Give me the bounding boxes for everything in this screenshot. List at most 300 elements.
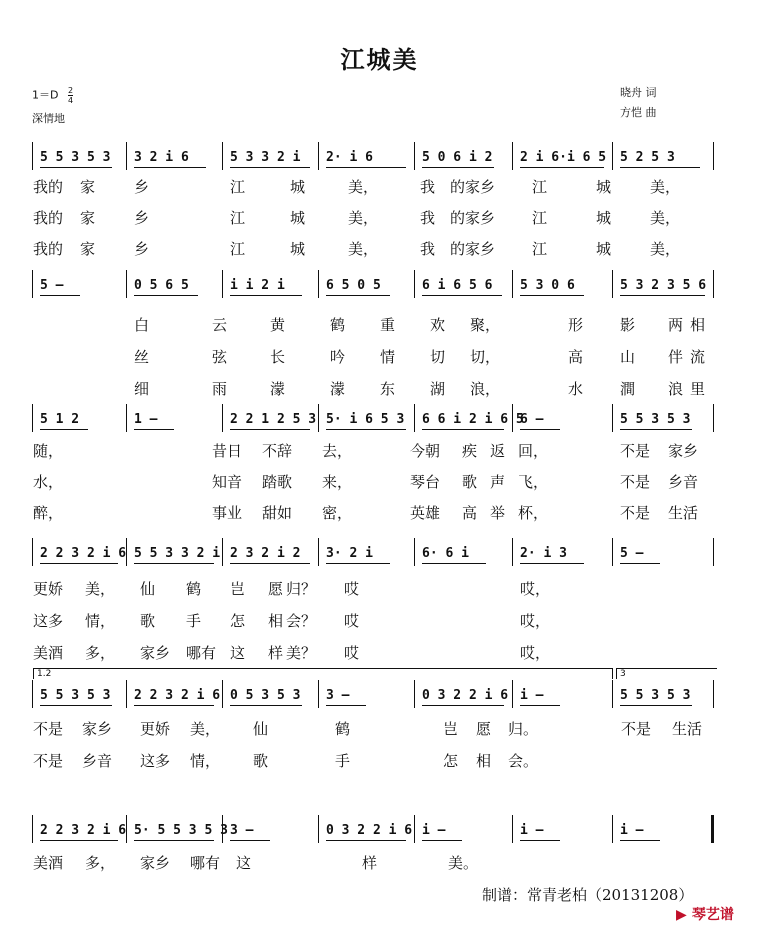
barline: [126, 538, 127, 566]
lyric-word: 返: [490, 442, 506, 460]
lyric-line: [0, 471, 759, 493]
measure-notes: 5 5 3 5 3: [40, 688, 111, 703]
lyric-word: 水，: [33, 473, 64, 491]
barline: [318, 142, 319, 170]
lyric-word: 事业: [212, 504, 243, 522]
beam-line: [520, 429, 560, 430]
lyric-word: 手: [335, 752, 351, 770]
lyric-word: 城: [290, 178, 306, 196]
lyric-word: 鹤: [335, 720, 351, 738]
beam-line: [230, 295, 302, 296]
lyric-word: 生活: [672, 720, 703, 738]
barline: [32, 815, 33, 843]
lyric-word: 我: [420, 209, 436, 227]
lyric-word: 回，: [518, 442, 549, 460]
beam-line: [40, 705, 112, 706]
beam-line: [422, 429, 504, 430]
lyric-word: 黄: [270, 316, 286, 334]
measure-notes: 3 –: [326, 688, 350, 703]
key-label: 1＝D: [32, 88, 59, 102]
lyric-word: 家乡: [82, 720, 113, 738]
lyric-word: 更娇: [140, 720, 171, 738]
lyric-word: 美。: [448, 854, 479, 872]
beam-line: [422, 295, 502, 296]
lyric-word: 会。: [508, 752, 539, 770]
lyric-word: 家乡: [140, 854, 171, 872]
beam-line: [422, 840, 462, 841]
barline: [222, 538, 223, 566]
volta-bracket-2: 3: [616, 668, 717, 679]
lyric-word: 江: [532, 209, 548, 227]
lyric-word: 密，: [322, 504, 353, 522]
barline: [414, 538, 415, 566]
beam-line: [230, 563, 310, 564]
barline: [713, 680, 714, 708]
measure-notes: i –: [520, 688, 544, 703]
barline: [713, 404, 714, 432]
beam-line: [40, 563, 118, 564]
lyric-word: 鹤: [186, 580, 202, 598]
barline: [711, 815, 714, 843]
time-top: 2: [67, 86, 74, 95]
lyric-word: 歌: [462, 473, 478, 491]
barline: [126, 142, 127, 170]
lyric-word: 归？: [286, 580, 317, 598]
lyric-word: 欢: [430, 316, 446, 334]
logo-text: 琴艺谱: [691, 907, 734, 923]
lyric-word: 怎: [230, 612, 246, 630]
beam-line: [326, 167, 406, 168]
lyric-word: 美，: [650, 209, 681, 227]
lyric-word: 情，: [190, 752, 221, 770]
lyric-word: 鹤: [330, 316, 346, 334]
barline: [318, 404, 319, 432]
measure-notes: 5 3 0 6: [520, 278, 575, 293]
measure-notes: i i 2 i: [230, 278, 285, 293]
lyric-word: 怎: [443, 752, 459, 770]
lyric-word: 乡音: [668, 473, 699, 491]
lyric-word: 细: [134, 380, 150, 398]
barline: [318, 538, 319, 566]
lyric-word: 愿: [268, 580, 284, 598]
lyric-word: 声: [490, 473, 506, 491]
lyric-word: 湖: [430, 380, 446, 398]
lyric-word: 的家乡: [450, 240, 496, 258]
measure-notes: 5 5 3 5 3: [40, 150, 111, 165]
staff-system: [0, 680, 759, 716]
expression-mark: 深情地: [32, 112, 65, 125]
lyric-word: 疾: [462, 442, 478, 460]
lyric-word: 仙: [253, 720, 269, 738]
measure-notes: 1 –: [134, 412, 158, 427]
barline: [222, 270, 223, 298]
barline: [414, 404, 415, 432]
lyric-word: 踏歌: [262, 473, 293, 491]
barline: [414, 815, 415, 843]
measure-notes: 2· i 3: [520, 546, 567, 561]
measure-notes: 5· 5 5 3 5 3: [134, 823, 228, 838]
beam-line: [620, 705, 692, 706]
beam-line: [326, 429, 406, 430]
lyric-word: 美，: [650, 178, 681, 196]
barline: [713, 270, 714, 298]
measure-notes: 0 3 2 2 i 6: [326, 823, 413, 838]
measure-notes: 2 2 3 2 i 6: [40, 546, 127, 561]
lyric-word: 我: [420, 178, 436, 196]
beam-line: [620, 563, 660, 564]
lyric-line: [0, 314, 759, 336]
lyric-line: [0, 346, 759, 368]
lyric-word: 高: [462, 504, 478, 522]
lyric-word: 城: [596, 209, 612, 227]
lyric-word: 丝: [134, 348, 150, 366]
composer: 方恺 曲: [620, 106, 657, 119]
measure-notes: 5 2 5 3: [620, 150, 675, 165]
measure-notes: 5 –: [620, 546, 644, 561]
lyric-word: 醉，: [33, 504, 64, 522]
lyric-word: 乡: [134, 178, 150, 196]
barline: [318, 815, 319, 843]
lyric-word: 情，: [85, 612, 116, 630]
measure-notes: 2· i 6: [326, 150, 373, 165]
lyric-word: 甜如: [262, 504, 293, 522]
lyric-word: 歌: [253, 752, 269, 770]
logo-icon: ▶: [676, 907, 687, 923]
barline: [713, 538, 714, 566]
lyric-word: 家: [80, 209, 96, 227]
measure-notes: 6 –: [520, 412, 544, 427]
lyric-word: 白: [134, 316, 150, 334]
barline: [612, 270, 613, 298]
lyric-word: 哎，: [520, 644, 551, 662]
lyric-word: 我的: [33, 178, 64, 196]
lyric-word: 昔日: [212, 442, 243, 460]
lyric-word: 更娇: [33, 580, 64, 598]
measure-notes: i –: [520, 823, 544, 838]
beam-line: [620, 840, 660, 841]
lyric-word: 濛: [330, 380, 346, 398]
beam-line: [520, 705, 560, 706]
lyric-word: 不是: [620, 504, 651, 522]
lyric-word: 我的: [33, 240, 64, 258]
lyric-word: 美？: [286, 644, 317, 662]
barline: [612, 815, 613, 843]
measure-notes: 0 5 6 5: [134, 278, 189, 293]
barline: [32, 270, 33, 298]
beam-line: [134, 705, 214, 706]
lyric-word: 这: [236, 854, 252, 872]
beam-line: [40, 167, 112, 168]
lyric-word: 样: [362, 854, 378, 872]
lyric-word: 不是: [33, 752, 64, 770]
barline: [512, 815, 513, 843]
beam-line: [520, 563, 584, 564]
measure-notes: 6 5 0 5: [326, 278, 381, 293]
lyric-word: 长: [270, 348, 286, 366]
lyric-word: 愿: [476, 720, 492, 738]
staff-system: [0, 270, 759, 306]
barline: [318, 680, 319, 708]
lyric-word: 会？: [286, 612, 317, 630]
lyric-word: 家乡: [140, 644, 171, 662]
measure-notes: 2 i 6·i 6 5: [520, 150, 607, 165]
lyric-word: 今朝: [410, 442, 441, 460]
lyric-word: 吟: [330, 348, 346, 366]
measure-notes: 5 5 3 3 2 i: [134, 546, 221, 561]
beam-line: [520, 167, 604, 168]
lyric-word: 美酒: [33, 854, 64, 872]
measure-notes: 2 2 3 2 i 6: [134, 688, 221, 703]
lyric-word: 乡音: [82, 752, 113, 770]
lyric-word: 浪: [668, 380, 684, 398]
lyric-word: 美，: [348, 240, 379, 258]
lyric-word: 岂: [230, 580, 246, 598]
barline: [126, 404, 127, 432]
lyric-word: 美，: [348, 209, 379, 227]
beam-line: [40, 429, 88, 430]
measure-notes: 5 0 6 i 2: [422, 150, 493, 165]
lyric-word: 城: [596, 178, 612, 196]
lyric-word: 相: [690, 316, 706, 334]
lyric-word: 乡: [134, 209, 150, 227]
barline: [126, 270, 127, 298]
beam-line: [40, 295, 80, 296]
barline: [612, 404, 613, 432]
lyric-word: 美，: [348, 178, 379, 196]
lyric-word: 生活: [668, 504, 699, 522]
measure-notes: 3· 2 i: [326, 546, 373, 561]
beam-line: [230, 840, 270, 841]
lyric-word: 哎: [344, 580, 360, 598]
lyric-word: 岂: [443, 720, 459, 738]
lyric-word: 弦: [212, 348, 228, 366]
lyricist: 晓舟 词: [620, 86, 657, 99]
measure-notes: 0 5 3 5 3: [230, 688, 301, 703]
lyric-word: 流: [690, 348, 706, 366]
lyric-word: 美酒: [33, 644, 64, 662]
measure-notes: 5 3 2 3 5 6: [620, 278, 707, 293]
beam-line: [620, 429, 692, 430]
barline: [414, 270, 415, 298]
lyric-word: 切，: [470, 348, 501, 366]
site-logo: [676, 904, 734, 924]
lyric-word: 归。: [508, 720, 539, 738]
lyric-word: 杯，: [518, 504, 549, 522]
lyric-word: 城: [290, 240, 306, 258]
lyric-word: 江: [532, 178, 548, 196]
beam-line: [422, 563, 486, 564]
lyric-word: 家乡: [668, 442, 699, 460]
lyric-word: 哪有: [190, 854, 221, 872]
lyric-word: 城: [596, 240, 612, 258]
transcriber-credit: 制谱：常青老柏（20131208）: [482, 886, 694, 904]
barline: [512, 270, 513, 298]
beam-line: [620, 295, 705, 296]
barline: [222, 142, 223, 170]
barline: [414, 142, 415, 170]
lyric-word: 东: [380, 380, 396, 398]
beam-line: [326, 295, 390, 296]
lyric-word: 江: [230, 178, 246, 196]
barline: [32, 538, 33, 566]
lyric-word: 哎，: [520, 612, 551, 630]
lyric-word: 浪，: [470, 380, 501, 398]
lyric-word: 去，: [322, 442, 353, 460]
beam-line: [134, 840, 214, 841]
lyric-line: [0, 207, 759, 229]
beam-line: [326, 840, 406, 841]
barline: [126, 815, 127, 843]
barline: [414, 680, 415, 708]
staff-system: [0, 538, 759, 574]
beam-line: [134, 429, 174, 430]
lyric-word: 相: [476, 752, 492, 770]
barline: [318, 270, 319, 298]
measure-notes: 3 2 i 6: [134, 150, 189, 165]
lyric-word: 飞，: [518, 473, 549, 491]
lyric-word: 江: [230, 209, 246, 227]
measure-notes: 6 6 i 2 i 6 5: [422, 412, 524, 427]
beam-line: [620, 167, 700, 168]
lyric-word: 里: [690, 380, 706, 398]
lyric-word: 云: [212, 316, 228, 334]
volta-bracket-1: 1.2: [33, 668, 613, 679]
lyric-word: 歌: [140, 612, 156, 630]
barline: [512, 538, 513, 566]
measure-notes: i –: [422, 823, 446, 838]
barline: [222, 404, 223, 432]
lyric-word: 举: [490, 504, 506, 522]
staff-system: [0, 404, 759, 440]
key-signature: [32, 86, 73, 105]
lyric-line: [0, 718, 759, 740]
barline: [32, 404, 33, 432]
measure-notes: 5· i 6 5 3: [326, 412, 405, 427]
barline: [612, 680, 613, 708]
lyric-line: [0, 852, 759, 874]
beam-line: [520, 295, 584, 296]
lyric-word: 影: [620, 316, 636, 334]
lyric-word: 多，: [85, 644, 116, 662]
lyric-word: 家: [80, 178, 96, 196]
lyric-word: 的家乡: [450, 178, 496, 196]
lyric-word: 这多: [33, 612, 64, 630]
time-bottom: 4: [67, 96, 74, 105]
staff-system: [0, 815, 759, 851]
lyric-word: 美，: [85, 580, 116, 598]
lyric-word: 乡: [134, 240, 150, 258]
measure-notes: 5 3 3 2 i: [230, 150, 301, 165]
beam-line: [134, 295, 198, 296]
lyric-word: 哎: [344, 644, 360, 662]
lyric-word: 我的: [33, 209, 64, 227]
lyric-word: 哎，: [520, 580, 551, 598]
lyric-word: 样: [268, 644, 284, 662]
lyric-word: 城: [290, 209, 306, 227]
lyric-word: 形: [568, 316, 584, 334]
beam-line: [230, 429, 310, 430]
lyric-line: [0, 750, 759, 772]
measure-notes: 5 1 2: [40, 412, 80, 427]
barline: [612, 538, 613, 566]
measure-notes: 5 5 3 5 3: [620, 412, 691, 427]
measure-notes: 6· 6 i: [422, 546, 469, 561]
lyric-word: 这: [230, 644, 246, 662]
lyric-word: 这多: [140, 752, 171, 770]
measure-notes: 2 3 2 i 2: [230, 546, 301, 561]
lyric-line: [0, 440, 759, 462]
lyric-line: [0, 378, 759, 400]
beam-line: [326, 705, 366, 706]
measure-notes: 0 3 2 2 i 6: [422, 688, 509, 703]
lyric-word: 聚，: [470, 316, 501, 334]
barline: [512, 142, 513, 170]
lyric-word: 来，: [322, 473, 353, 491]
lyric-word: 江: [230, 240, 246, 258]
barline: [222, 680, 223, 708]
measure-notes: 5 –: [40, 278, 64, 293]
lyric-word: 江: [532, 240, 548, 258]
lyric-line: [0, 238, 759, 260]
lyric-word: 不是: [621, 720, 652, 738]
lyric-word: 美，: [190, 720, 221, 738]
lyric-word: 相: [268, 612, 284, 630]
lyric-word: 随，: [33, 442, 64, 460]
lyric-word: 切: [430, 348, 446, 366]
lyric-word: 情: [380, 348, 396, 366]
measure-notes: 6 i 6 5 6: [422, 278, 493, 293]
beam-line: [40, 840, 118, 841]
measure-notes: 5 5 3 5 3: [620, 688, 691, 703]
lyric-word: 濛: [270, 380, 286, 398]
lyric-word: 山: [620, 348, 636, 366]
lyric-line: [0, 502, 759, 524]
lyric-word: 手: [186, 612, 202, 630]
lyric-word: 雨: [212, 380, 228, 398]
measure-notes: 3 –: [230, 823, 254, 838]
lyric-word: 美，: [650, 240, 681, 258]
barline: [32, 680, 33, 708]
measure-notes: i –: [620, 823, 644, 838]
lyric-word: 不是: [620, 473, 651, 491]
beam-line: [134, 167, 206, 168]
barline: [512, 680, 513, 708]
lyric-word: 高: [568, 348, 584, 366]
lyric-word: 不是: [33, 720, 64, 738]
beam-line: [230, 167, 310, 168]
lyric-word: 知音: [212, 473, 243, 491]
lyric-word: 家: [80, 240, 96, 258]
lyric-word: 琴台: [410, 473, 441, 491]
lyric-word: 的家乡: [450, 209, 496, 227]
lyric-word: 英雄: [410, 504, 441, 522]
page-title: 江城美: [340, 46, 419, 74]
barline: [126, 680, 127, 708]
lyric-word: 仙: [140, 580, 156, 598]
staff-system: [0, 142, 759, 178]
lyric-word: 重: [380, 316, 396, 334]
beam-line: [326, 563, 390, 564]
beam-line: [520, 840, 560, 841]
beam-line: [422, 705, 504, 706]
lyric-word: 水: [568, 380, 584, 398]
beam-line: [134, 563, 214, 564]
lyric-line: [0, 642, 759, 664]
lyric-word: 哎: [344, 612, 360, 630]
barline: [32, 142, 33, 170]
lyric-word: 哪有: [186, 644, 217, 662]
barline: [713, 142, 714, 170]
